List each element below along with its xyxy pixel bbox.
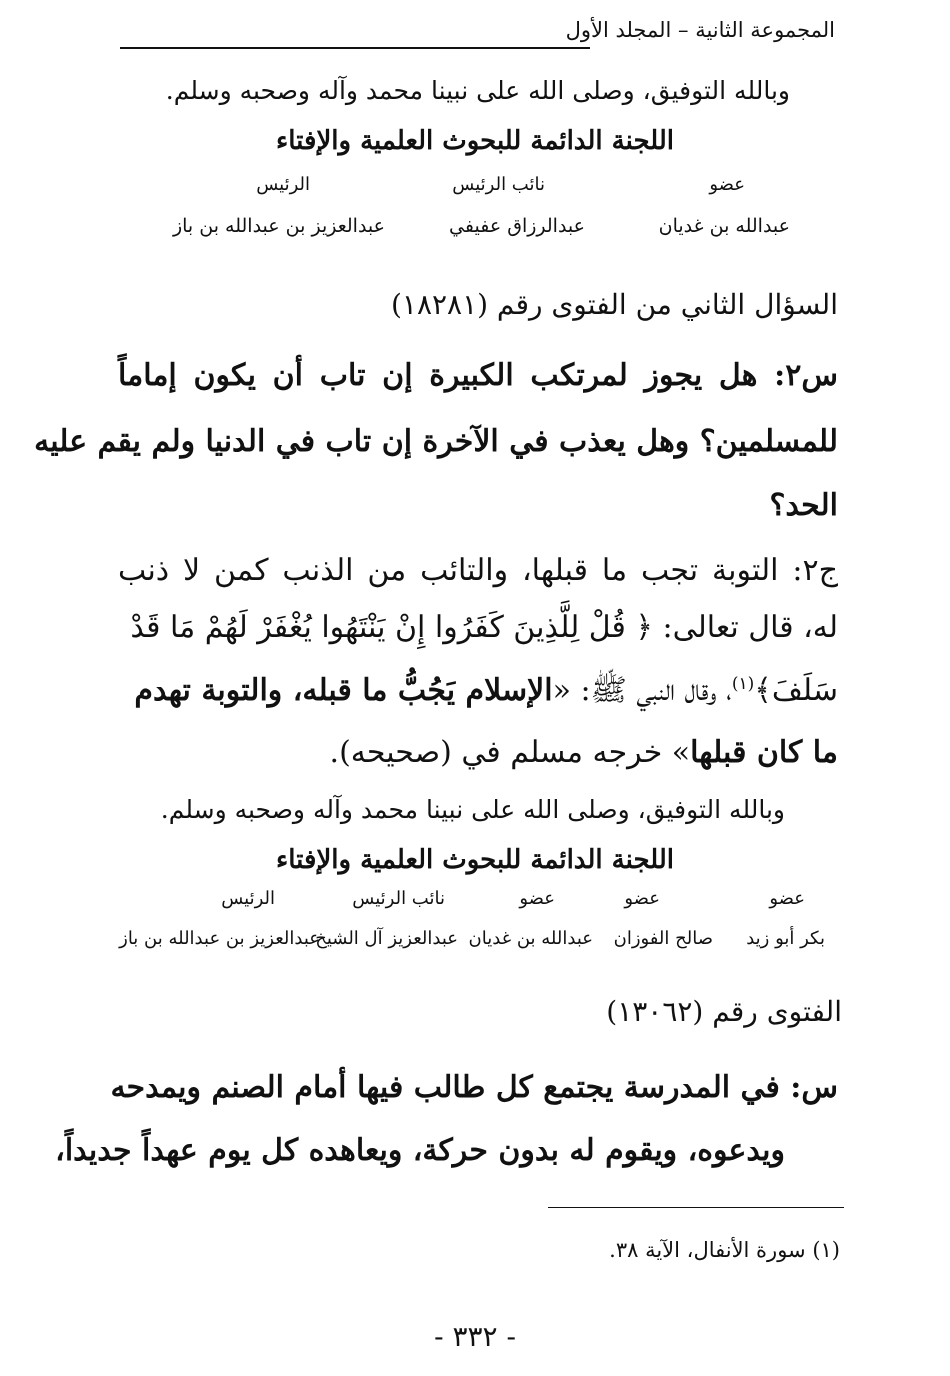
signatory-role: عضو bbox=[709, 174, 745, 195]
signatory-name: عبدالعزيز بن عبدالله بن باز bbox=[119, 928, 320, 949]
signatory-name: بكر أبو زيد bbox=[746, 928, 825, 949]
question-line: س٢: هل يجوز لمرتكب الكبيرة إن تاب أن يكون إماماً bbox=[118, 358, 838, 393]
header-rule bbox=[120, 47, 590, 49]
hadith-text: الإسلام يَجُبُّ ما قبله، والتوبة تهدم bbox=[134, 673, 553, 708]
quran-verse: ﴿ قُلْ لِلَّذِينَ كَفَرُوا إِنْ يَنْتَهُوا يُغْفَرْ لَهُمْ مَا قَدْ bbox=[130, 610, 653, 645]
question-line: الحد؟ bbox=[769, 488, 838, 523]
page-number: - ٣٣٢ - bbox=[434, 1320, 516, 1353]
signatory-name: عبدالله بن غديان bbox=[468, 928, 593, 949]
answer-text: ، وقال النبي ﷺ: « bbox=[552, 673, 732, 708]
answer-text: » خرجه مسلم في (صحيحه). bbox=[329, 735, 691, 770]
answer-line: ج٢: التوبة تجب ما قبلها، والتائب من الذنب كمن لا ذنب bbox=[118, 553, 838, 588]
signatory-name: صالح الفوزان bbox=[613, 928, 713, 949]
committee-name: اللجنة الدائمة للبحوث العلمية والإفتاء bbox=[276, 126, 674, 156]
closing-prayer: وبالله التوفيق، وصلى الله على نبينا محمد وآله وصحبه وسلم. bbox=[165, 76, 790, 105]
signatory-role: الرئيس bbox=[256, 174, 310, 195]
answer-line bbox=[113, 610, 838, 645]
signatory-name: عبدالرزاق عفيفي bbox=[449, 215, 585, 237]
question-line: س: في المدرسة يجتمع كل طالب فيها أمام الصنم ويمدحه bbox=[110, 1070, 838, 1105]
signatory-role: عضو bbox=[769, 888, 805, 909]
signatory-role: نائب الرئيس bbox=[452, 174, 545, 195]
committee-name: اللجنة الدائمة للبحوث العلمية والإفتاء bbox=[276, 845, 674, 875]
question-line: ويدعوه، ويقوم له بدون حركة، ويعاهده كل يوم عهداً جديداً، bbox=[55, 1133, 785, 1168]
signatory-role: عضو bbox=[624, 888, 660, 909]
quran-verse-end: سَلَفَ﴾ bbox=[754, 673, 838, 708]
signatory-role: الرئيس bbox=[221, 888, 275, 909]
signatory-name: عبدالله بن غديان bbox=[658, 215, 790, 237]
question-line: للمسلمين؟ وهل يعذب في الآخرة إن تاب في الدنيا ولم يقم عليه bbox=[34, 424, 838, 459]
closing-prayer: وبالله التوفيق، وصلى الله على نبينا محمد وآله وصحبه وسلم. bbox=[160, 795, 785, 824]
question-heading: السؤال الثاني من الفتوى رقم (١٨٢٨١) bbox=[390, 288, 838, 321]
signatory-role: نائب الرئيس bbox=[352, 888, 445, 909]
answer-text: له، قال تعالى: bbox=[652, 610, 838, 645]
answer-line bbox=[330, 735, 838, 770]
footnote: (١) سورة الأنفال، الآية ٣٨. bbox=[609, 1238, 840, 1262]
footnote-ref[interactable]: (١) bbox=[731, 674, 755, 694]
hadith-text: ما كان قبلها bbox=[690, 735, 838, 770]
signatory-name: عبدالعزيز آل الشيخ bbox=[315, 928, 458, 949]
running-header: المجموعة الثانية – المجلد الأول bbox=[565, 18, 835, 42]
signatory-role: عضو bbox=[519, 888, 555, 909]
signatory-name: عبدالعزيز بن عبدالله بن باز bbox=[172, 215, 385, 237]
footnote-rule bbox=[548, 1207, 844, 1208]
answer-line bbox=[113, 672, 838, 715]
fatwa-heading: الفتوى رقم (١٣٠٦٢) bbox=[606, 995, 842, 1028]
